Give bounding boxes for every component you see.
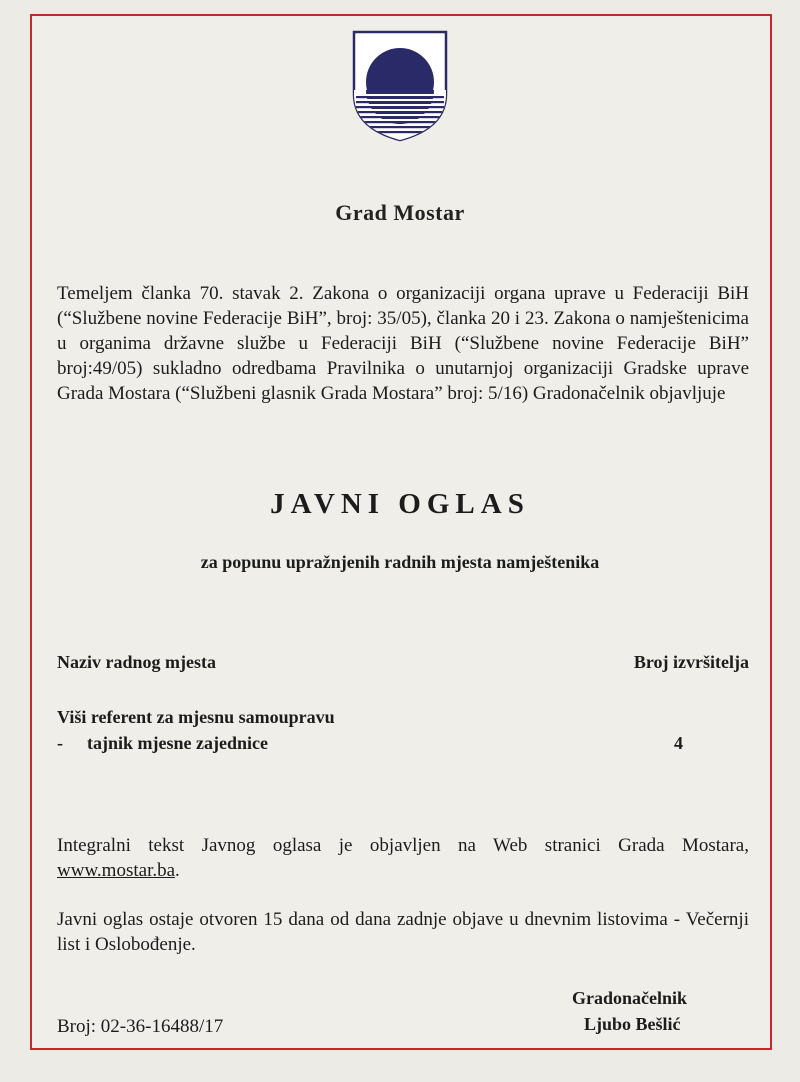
web-notice-text: Integralni tekst Javnog oglasa je objavljen na Web stranici Grada Mostara, [57,835,749,856]
mayor-name: Ljubo Bešlić [584,1014,681,1034]
position-count: 4 [674,733,683,753]
position-subtitle: tajnik mjesne zajednice [87,733,268,753]
coat-of-arms-icon [352,30,448,142]
announcement-subheading: za popunu upražnjenih radnih mjesta namještenika [200,552,600,572]
website-link[interactable]: www.mostar.ba [57,860,176,881]
reference-number: Broj: 02-36-16488/17 [57,1016,224,1037]
position-dash: - [57,733,63,753]
organization-title: Grad Mostar [335,200,465,225]
open-period-paragraph: Javni oglas ostaje otvoren 15 dana od dana zadnje objave u dnevnim listovima - Večernji list i Oslobođenje. [57,909,749,955]
mayor-title: Gradonačelnik [572,988,688,1008]
web-notice-paragraph [57,833,749,883]
announcement-heading: JAVNI OGLAS [270,488,530,520]
intro-paragraph: Temeljem članka 70. stavak 2. Zakona o organizaciji organa uprave u Federaciji BiH (“Službene novine Federacije BiH”, broj: 35/05), članka 20 i 23. Zakona o namještenicima u organima državne službe u Federaciji BiH (“Službene novine Federacije BiH” broj:49/05) sukladno odredbama Pravilnika o unutarnjoj organizaciji Gradske uprave Grada Mostara (“Službeni glasnik Grada Mostara” broj: 5/16) Gradonačelnik objavljuje [57,283,749,404]
web-notice-end: . [175,860,180,881]
position-column-header: Naziv radnog mjesta [57,652,216,672]
position-title: Viši referent za mjesnu samoupravu [57,707,335,727]
announcement-frame [30,14,772,1050]
count-column-header: Broj izvršitelja [633,652,749,672]
